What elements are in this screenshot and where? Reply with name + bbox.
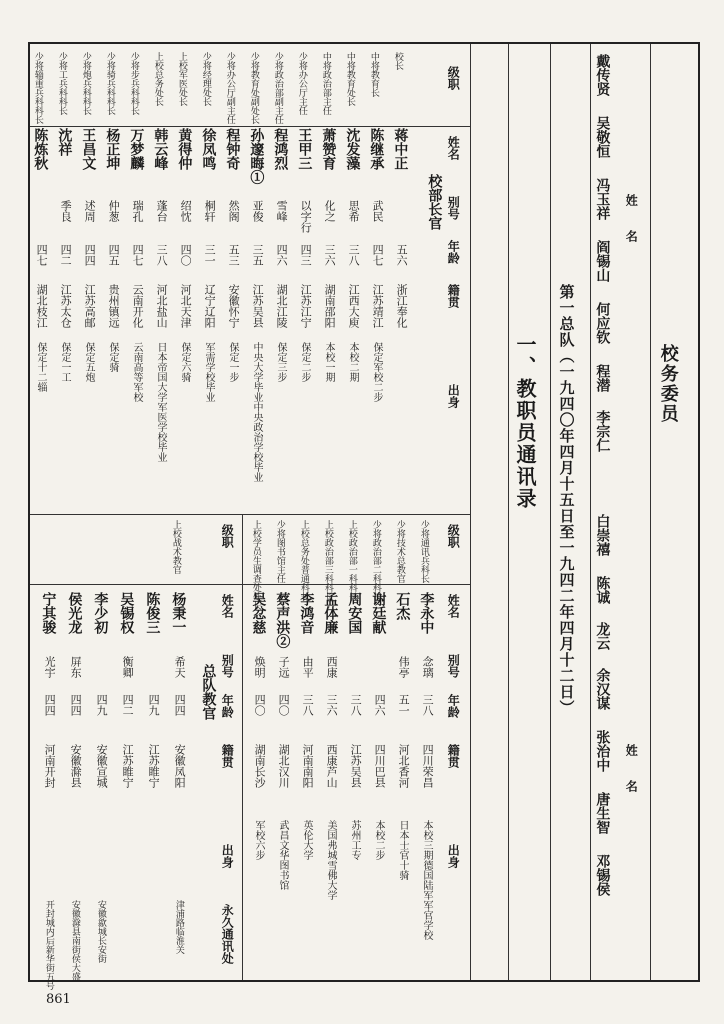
officer-rank: 中将教育处长 [344, 52, 355, 106]
officer-alias: 述周 [83, 200, 97, 222]
committee-member-name: 龙云 [594, 622, 611, 650]
staff-rank: 少将通讯兵科长 [418, 520, 429, 583]
officer-name: 黄得仲 [176, 128, 193, 170]
officer-age: 四七 [35, 244, 49, 266]
instructor-origin: 安徽宣城 [95, 744, 109, 788]
officer-name: 程钟奇 [224, 128, 241, 170]
officer-rank: 上校总务处长 [152, 52, 163, 106]
officer-name: 蒋中正 [392, 128, 409, 170]
officer-age: 三一 [203, 244, 217, 266]
officer-education: 保定十二辎 [35, 342, 46, 392]
staff-name: 孟体廉 [322, 592, 339, 634]
officer-rank: 校长 [392, 52, 403, 70]
officer-alias: 桐轩 [203, 200, 217, 222]
committee-name-header: 姓 名 [624, 194, 639, 242]
staff-name: 李鸿音 [298, 592, 315, 634]
staff-alias: 西康 [325, 656, 339, 678]
staff-education: 本校三期德国陆军军官学校 [421, 820, 432, 940]
staff-alias: 伟亭 [397, 656, 411, 678]
committee-member-name: 冯玉祥 [594, 178, 611, 220]
officer-rank: 少将教育处副处长 [248, 52, 259, 124]
officer-rank: 少将炮兵科科长 [80, 52, 91, 115]
instructor-name: 杨秉一 [170, 592, 187, 634]
officer-alias: 以字行 [299, 200, 313, 233]
officer-age: 四三 [299, 244, 313, 266]
staff-origin: 湖北汉川 [277, 744, 291, 788]
officer-name: 萧赞育 [320, 128, 337, 170]
officer-alias: 雪峰 [275, 200, 289, 222]
upper-header-rank: 级职 [446, 66, 461, 90]
instructor-origin: 江苏睢宁 [147, 744, 161, 788]
officer-origin: 江苏高邮 [83, 284, 97, 328]
officer-rank: 上校军医处长 [176, 52, 187, 106]
staff-origin: 湖南长沙 [253, 744, 267, 788]
officer-education: 云南高等军校 [131, 342, 142, 402]
officer-education: 中央大学毕业中央政治学校毕业 [251, 342, 262, 482]
staff-education: 武昌文华图书馆 [277, 820, 288, 890]
officer-alias: 武民 [371, 200, 385, 222]
officer-name: 杨正坤 [104, 128, 121, 170]
committee-member-name: 张治中 [594, 730, 611, 772]
officer-alias: 思希 [347, 200, 361, 222]
lower-left-header-edu: 出身 [220, 844, 235, 868]
officer-education: 保定五炮 [83, 342, 94, 382]
officer-rank: 少将办公厅副主任 [224, 52, 235, 124]
committee-member-name: 李宗仁 [594, 410, 611, 452]
upper-header-origin: 籍贯 [446, 284, 461, 308]
officer-education: 军需学校毕业 [203, 342, 214, 402]
lower-left-header-addr: 永久通讯处 [220, 904, 235, 964]
instructor-rank: 上校战术教官 [170, 520, 181, 574]
staff-origin: 江苏吴县 [349, 744, 363, 788]
lower-header-name: 姓名 [446, 594, 461, 618]
instructor-age: 四九 [95, 694, 109, 716]
staff-origin: 四川荣昌 [421, 744, 435, 788]
officer-age: 四六 [275, 244, 289, 266]
upper-header-edu: 出身 [446, 384, 461, 408]
staff-alias: 焕明 [253, 656, 267, 678]
staff-age: 四〇 [253, 694, 267, 716]
officer-education: 本校二期 [347, 342, 358, 382]
committee-member-name: 唐生智 [594, 792, 611, 834]
lower-header-age: 年龄 [446, 694, 461, 718]
staff-name: 谢廷献 [370, 592, 387, 634]
upper-header-name: 姓名 [446, 136, 461, 160]
officer-rank: 少将骑兵科科长 [104, 52, 115, 115]
staff-name: 蔡声洪② [274, 592, 291, 648]
officer-name: 万梦麟 [128, 128, 145, 170]
officer-origin: 江苏太仓 [59, 284, 73, 328]
officer-alias: 仲葱 [107, 200, 121, 222]
instructor-alias: 光宇 [43, 656, 57, 678]
officer-rank: 少将工兵科科长 [56, 52, 67, 115]
instructor-age: 四四 [69, 694, 83, 716]
staff-alias: 子远 [277, 656, 291, 678]
staff-origin: 河北香河 [397, 744, 411, 788]
committee-member-name: 戴传贤 [594, 54, 611, 96]
instructor-alias: 希天 [173, 656, 187, 678]
officer-alias: 季良 [59, 200, 73, 222]
staff-origin: 西康芦山 [325, 744, 339, 788]
instructor-name: 侯光龙 [66, 592, 83, 634]
officer-origin: 河北天津 [179, 284, 193, 328]
staff-rank: 上校政治部三科科长 [322, 520, 333, 601]
staff-age: 四六 [373, 694, 387, 716]
committee-member-name: 陈诚 [594, 576, 611, 604]
instructor-address: 开封城内后新华街五号 [43, 900, 54, 990]
officer-age: 四二 [59, 244, 73, 266]
officer-rank: 少将办公厅主任 [296, 52, 307, 115]
instructors-label: 总队教官 [200, 664, 217, 720]
staff-education: 日本士官十骑 [397, 820, 408, 880]
officer-origin: 河北盐山 [155, 284, 169, 328]
officer-origin: 湖北江陵 [275, 284, 289, 328]
lower-right-table [246, 520, 442, 980]
officer-name: 程鸿烈 [272, 128, 289, 170]
staff-rank: 少将政治部二科科长 [370, 520, 381, 601]
officer-origin: 湖南邵阳 [323, 284, 337, 328]
staff-age: 三八 [349, 694, 363, 716]
officer-name: 徐凤鸣 [200, 128, 217, 170]
lower-left-header-rank: 级职 [220, 524, 235, 548]
officer-origin: 江西大庾 [347, 284, 361, 328]
officer-rank: 少将辎重兵科科长 [32, 52, 43, 124]
officer-alias: 瑞孔 [131, 200, 145, 222]
committee-title: 校务委员 [657, 344, 679, 424]
committee-member-name: 吴敬恒 [594, 116, 611, 158]
officer-origin: 辽宁辽阳 [203, 284, 217, 328]
staff-name: 李永中 [418, 592, 435, 634]
officer-origin: 江苏吴县 [251, 284, 265, 328]
officer-origin: 江苏靖江 [371, 284, 385, 328]
officer-rank: 中将政治部主任 [320, 52, 331, 115]
staff-alias: 念璃 [421, 656, 435, 678]
officer-name: 陈炼秋 [32, 128, 49, 170]
officer-origin: 浙江奉化 [395, 284, 409, 328]
officer-age: 四〇 [179, 244, 193, 266]
committee-member-name: 白崇禧 [594, 514, 611, 556]
instructor-origin: 安徽凤阳 [173, 744, 187, 788]
lower-left-table [36, 520, 196, 990]
instructor-name: 宁其骏 [40, 592, 57, 634]
committee-member-name: 程潜 [594, 364, 611, 392]
staff-education: 英伦大学 [301, 820, 312, 860]
instructor-address: 安徽滁县南街侯大盛 [69, 900, 80, 981]
officer-alias: 绍忱 [179, 200, 193, 222]
instructor-age: 四九 [147, 694, 161, 716]
officer-education: 保定二步 [299, 342, 310, 382]
staff-rank: 上校总务处普通科长 [298, 520, 309, 601]
upper-table [32, 52, 416, 512]
instructor-name: 吴锡权 [118, 592, 135, 634]
officer-rank: 中将教育长 [368, 52, 379, 97]
officer-education: 日本帝国大学军医学校毕业 [155, 342, 166, 462]
instructor-age: 四四 [43, 694, 57, 716]
officer-rank: 少将经理处长 [200, 52, 211, 106]
lower-left-header-alias: 别号 [220, 654, 235, 678]
staff-rank: 少将图书馆主任 [274, 520, 285, 583]
instructor-origin: 江苏睢宁 [121, 744, 135, 788]
officer-origin: 江苏江宁 [299, 284, 313, 328]
officer-name: 王昌文 [80, 128, 97, 170]
officer-alias: 蓬台 [155, 200, 169, 222]
staff-name: 周安国 [346, 592, 363, 634]
instructor-age: 四四 [173, 694, 187, 716]
staff-education: 苏州工专 [349, 820, 360, 860]
upper-header-alias: 别号 [446, 196, 461, 220]
staff-alias: 由平 [301, 656, 315, 678]
lower-left-header-origin: 籍贯 [220, 744, 235, 768]
staff-rank: 少将技术总教官 [394, 520, 405, 583]
committee-member-name: 何应钦 [594, 302, 611, 344]
staff-age: 四〇 [277, 694, 291, 716]
page-number: 861 [46, 992, 71, 1007]
committee-name-header-2: 姓 名 [624, 744, 639, 792]
officer-name: 王甲三 [296, 128, 313, 170]
instructor-age: 四二 [121, 694, 135, 716]
officer-education: 保定六骑 [179, 342, 190, 382]
officer-age: 三八 [155, 244, 169, 266]
committee-member-name: 邓锡侯 [594, 854, 611, 896]
section-title: 一、教职员通讯录 [513, 334, 537, 510]
staff-age: 五一 [397, 694, 411, 716]
officer-age: 四四 [83, 244, 97, 266]
officer-origin: 湖北枝江 [35, 284, 49, 328]
officer-age: 五六 [395, 244, 409, 266]
officer-alias: 化之 [323, 200, 337, 222]
unit-title: 第一总队（一九四〇年四月十五日至一九四二年四月十二日） [557, 284, 576, 716]
staff-rank: 上校学员生调查处处长 [250, 520, 261, 610]
staff-education: 美国弗城雪佛大学 [325, 820, 336, 900]
staff-name: 石杰 [394, 592, 411, 620]
committee-member-name: 余汉谋 [594, 668, 611, 710]
instructor-address: 津浦路临淮关 [173, 900, 184, 954]
officer-name: 陈继承 [368, 128, 385, 170]
officer-education: 保定一工 [59, 342, 70, 382]
officer-name: 韩云峰 [152, 128, 169, 170]
officer-name: 沈发藻 [344, 128, 361, 170]
instructor-name: 李少初 [92, 592, 109, 634]
instructor-name: 陈俊三 [144, 592, 161, 634]
officer-age: 四七 [371, 244, 385, 266]
officer-origin: 安徽怀宁 [227, 284, 241, 328]
staff-age: 三六 [325, 694, 339, 716]
staff-origin: 河南南阳 [301, 744, 315, 788]
officer-age: 五三 [227, 244, 241, 266]
instructor-alias: 衡卿 [121, 656, 135, 678]
instructor-origin: 河南开封 [43, 744, 57, 788]
document-frame [28, 42, 700, 990]
officer-education: 保定骑 [107, 342, 118, 372]
officer-alias: 然阁 [227, 200, 241, 222]
school-officers-label: 校部长官 [426, 174, 443, 230]
lower-left-header-age: 年龄 [220, 694, 235, 718]
lower-header-alias: 别号 [446, 654, 461, 678]
instructor-alias: 屏东 [69, 656, 83, 678]
staff-age: 三八 [301, 694, 315, 716]
staff-rank: 上校政治部一科科长 [346, 520, 357, 601]
officer-education: 保定一步 [227, 342, 238, 382]
staff-education: 军校六步 [253, 820, 264, 860]
lower-header-rank: 级职 [446, 524, 461, 548]
officer-rank: 少将步兵科科长 [128, 52, 139, 115]
officer-origin: 云南开化 [131, 284, 145, 328]
officer-education: 保定军校二步 [371, 342, 382, 402]
officer-age: 三八 [347, 244, 361, 266]
officer-education: 保定三步 [275, 342, 286, 382]
lower-header-edu: 出身 [446, 844, 461, 868]
officer-age: 三五 [251, 244, 265, 266]
lower-header-origin: 籍贯 [446, 744, 461, 768]
officer-age: 三六 [323, 244, 337, 266]
staff-origin: 四川巴县 [373, 744, 387, 788]
staff-name: 吴忿慈 [250, 592, 267, 634]
officer-alias: 亚俊 [251, 200, 265, 222]
upper-header-age: 年龄 [446, 240, 461, 264]
officer-age: 四七 [131, 244, 145, 266]
officer-education: 本校一期 [323, 342, 334, 382]
staff-education: 本校二步 [373, 820, 384, 860]
officer-name: 孙邃晦① [248, 128, 265, 184]
committee-member-name: 阎锡山 [594, 240, 611, 282]
officer-age: 四五 [107, 244, 121, 266]
instructor-origin: 安徽滁县 [69, 744, 83, 788]
officer-rank: 少将政治部副主任 [272, 52, 283, 124]
staff-age: 三八 [421, 694, 435, 716]
lower-left-header-name: 姓名 [220, 594, 235, 618]
officer-origin: 贵州镇远 [107, 284, 121, 328]
instructor-address: 安徽歙城长安街 [95, 900, 106, 963]
officer-name: 沈祥 [56, 128, 73, 156]
